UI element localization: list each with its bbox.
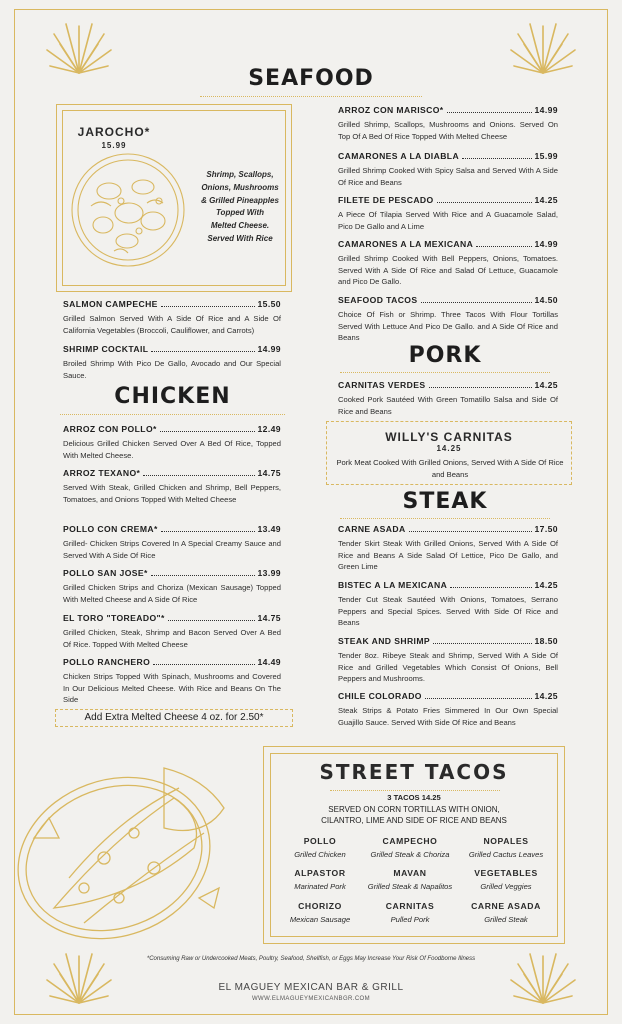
item-name: CAMARONES A LA DIABLA <box>338 151 460 161</box>
menu-item <box>63 568 281 605</box>
item-price: 14.75 <box>257 468 281 478</box>
pork-title: PORK <box>408 343 482 368</box>
street-tacos-served-line: SERVED ON CORN TORTILLAS WITH ONION, <box>328 805 500 814</box>
item-price: 13.99 <box>257 568 281 578</box>
item-name: SALMON CAMPECHE <box>63 299 158 309</box>
taco-option-desc: Mexican Sausage <box>289 915 351 924</box>
jarocho-desc-line: Melted Cheese. <box>210 221 270 231</box>
menu-item <box>338 295 558 344</box>
item-price: 14.49 <box>257 657 281 667</box>
item-price: 14.99 <box>534 105 558 115</box>
item-price: 14.25 <box>534 691 558 701</box>
item-name: SHRIMP COCKTAIL <box>63 344 149 354</box>
divider <box>330 790 500 791</box>
item-name: ARROZ CON POLLO* <box>63 424 157 434</box>
item-description: Tender Skirt Steak With Grilled Onions, Served With A Side Of Rice and Beans A Side Salad Of Lettice, Pico De Gallo, and Green Lime <box>338 539 558 571</box>
item-description: Delicious Grilled Chicken Served Over A Bed Of Rice, Topped With Melted Cheese. <box>63 439 281 460</box>
menu-item <box>63 424 281 461</box>
website-link[interactable]: WWW.ELMAGUEYMEXICANBGR.COM <box>251 996 371 1002</box>
menu-item <box>63 524 281 561</box>
item-description: Grilled Chicken Strips and Choriza (Mexican Sausage) Topped With Melted Cheese and A Side Of Rice <box>63 583 281 604</box>
jarocho-desc-line: Served With Rice <box>207 233 273 243</box>
item-description: Grilled Chicken, Steak, Shrimp and Bacon Served Over A Bed Of Rice. Topped With Melted Cheese <box>63 628 281 649</box>
divider <box>340 372 550 373</box>
item-description: Choice Of Fish or Shrimp. Three Tacos With Flour Tortillas Served With Lettuce And Pico De Gallo. and A Side Of Rice and Beans <box>338 310 558 342</box>
taco-option-name: NOPALES <box>483 836 529 846</box>
item-description: Grilled- Chicken Strips Covered In A Special Creamy Sauce and Served With A Side Of Rice <box>63 539 281 560</box>
seafood-platter-illustration <box>69 151 187 269</box>
menu-item <box>63 344 281 381</box>
menu-item <box>338 580 558 629</box>
item-price: 15.50 <box>257 299 281 309</box>
jarocho-desc-line: Topped With <box>215 208 265 218</box>
agave-icon <box>508 18 578 78</box>
menu-item <box>338 239 558 288</box>
agave-icon <box>44 18 114 78</box>
menu-item <box>338 524 558 573</box>
seafood-title: SEAFOOD <box>248 66 374 91</box>
item-description: Grilled Shrimp Cooked With Spicy Salsa and Served With A Side Of Rice and Beans <box>338 166 558 187</box>
item-description: A Piece Of Tilapia Served With Rice and A Guacamole Salad, Pico De Gallo and A Lime <box>338 210 558 231</box>
menu-item <box>338 636 558 685</box>
willys-carnitas-description: Pork Meat Cooked With Grilled Onions, Served With A Side Of Rice and Beans <box>336 458 564 479</box>
item-description: Grilled Shrimp, Scallops, Mushrooms and Onions. Served On Top Of A Bed Of Rice Topped With Melted Cheese <box>338 120 558 141</box>
taco-option-desc: Grilled Steak & Napalitos <box>367 882 453 891</box>
item-name: CARNITAS VERDES <box>338 380 426 390</box>
willys-carnitas-name: WILLY'S CARNITAS <box>385 430 513 444</box>
item-description: Cooked Pork Sautéed With Green Tomatillo Salsa and Side Of Rice and Beans <box>338 395 558 416</box>
item-price: 18.50 <box>534 636 558 646</box>
taco-option-name: CAMPECHO <box>382 836 438 846</box>
item-name: POLLO CON CREMA* <box>63 524 158 534</box>
taco-option-desc: Grilled Steak <box>484 915 528 924</box>
jarocho-desc-line: & Grilled Pineapples <box>201 195 279 205</box>
item-name: CARNE ASADA <box>338 524 406 534</box>
jarocho-price: 15.99 <box>101 141 127 150</box>
willys-carnitas-price: 14.25 <box>436 444 462 453</box>
item-name: ARROZ CON MARISCO* <box>338 105 444 115</box>
street-tacos-title: STREET TACOS <box>319 760 509 784</box>
taco-option-desc: Grilled Cactus Leaves <box>468 850 544 859</box>
item-name: STEAK AND SHRIMP <box>338 636 431 646</box>
item-price: 14.75 <box>257 613 281 623</box>
item-name: CHILE COLORADO <box>338 691 422 701</box>
item-name: ARROZ TEXANO* <box>63 468 141 478</box>
chicken-title: CHICKEN <box>114 384 231 409</box>
jarocho-feature-box <box>56 104 292 292</box>
item-price: 14.25 <box>534 195 558 205</box>
taco-option-desc: Pulled Pork <box>390 915 430 924</box>
taco-option-name: POLLO <box>303 836 337 846</box>
taco-option-desc: Grilled Steak & Choriza <box>370 850 450 859</box>
food-safety-footnote: *Consuming Raw or Undercooked Meats, Poultry, Seafood, Shellfish, or Eggs May Increase Your Risk Of Foodborne Illness <box>146 956 476 962</box>
item-description: Steak Strips & Potato Fries Simmered In Our Own Special Guajillo Sauce. Served With Side Of Rice and Beans <box>338 706 558 727</box>
item-description: Chicken Strips Topped With Spinach, Mushrooms and Covered In Our Delicious Melted Cheese. With Rice and Beans On The Side <box>63 672 281 704</box>
item-description: Served With Steak, Grilled Chicken and Shrimp, Bell Peppers, Tomatoes, and Onions Topped With Melted Cheese <box>63 483 281 504</box>
item-description: Broiled Shrimp With Pico De Gallo, Avocado and Our Special Sauce. <box>63 359 281 380</box>
street-tacos-price: 3 TACOS 14.25 <box>387 793 441 802</box>
item-name: EL TORO "TOREADO"* <box>63 613 165 623</box>
restaurant-name: EL MAGUEY MEXICAN BAR & GRILL <box>218 982 404 993</box>
menu-item <box>63 613 281 650</box>
item-price: 13.49 <box>257 524 281 534</box>
tacos-illustration <box>14 738 246 950</box>
item-price: 14.99 <box>257 344 281 354</box>
extra-cheese-note: Add Extra Melted Cheese 4 oz. for 2.50* <box>55 709 293 727</box>
menu-item <box>63 468 281 505</box>
item-description: Grilled Shrimp Cooked With Bell Peppers, Onions, Tomatoes. Served With A Side Of Rice and Salad Of Lettuce, Guacamole and Pico De Gallo. <box>338 254 558 286</box>
taco-option-desc: Grilled Veggies <box>480 882 532 891</box>
street-tacos-served-line: CILANTRO, LIME AND SIDE OF RICE AND BEANS <box>321 816 507 825</box>
item-name: CAMARONES A LA MEXICANA <box>338 239 474 249</box>
item-price: 12.49 <box>257 424 281 434</box>
menu-item <box>338 105 558 142</box>
menu-item <box>338 195 558 232</box>
menu-item <box>338 691 558 728</box>
item-price: 14.25 <box>534 580 558 590</box>
item-description: Tender Cut Steak Sautéed With Onions, Tomatoes, Serrano Peppers and Special Spices. Served With Side Of Rice and Beans <box>338 595 558 627</box>
menu-item <box>63 657 281 706</box>
jarocho-desc-line: Onions, Mushrooms <box>201 182 279 192</box>
item-name: SEAFOOD TACOS <box>338 295 418 305</box>
taco-option-name: CARNITAS <box>385 901 435 911</box>
taco-option-desc: Grilled Chicken <box>294 850 346 859</box>
item-price: 14.99 <box>534 239 558 249</box>
item-name: FILETE DE PESCADO <box>338 195 434 205</box>
divider <box>340 518 550 519</box>
item-description: Grilled Salmon Served With A Side Of Rice and A Side Of California Vegetables (Broccoli, Cauliflower, and Carrots) <box>63 314 281 335</box>
steak-title: STEAK <box>402 489 488 514</box>
jarocho-description <box>192 169 288 246</box>
taco-option-name: ALPASTOR <box>294 868 346 878</box>
divider <box>60 414 285 415</box>
item-price: 14.50 <box>534 295 558 305</box>
taco-option-name: CARNE ASADA <box>471 901 541 911</box>
item-price: 17.50 <box>534 524 558 534</box>
item-description: Tender 8oz. Ribeye Steak and Shrimp, Served With A Side Of Rice and Grilled Vegetables Which Consist Of Onions, Bell Peppers and Mushrooms. <box>338 651 558 683</box>
taco-option-desc: Marinated Pork <box>294 882 346 891</box>
menu-item <box>338 151 558 188</box>
taco-option-name: VEGETABLES <box>474 868 538 878</box>
menu-item <box>338 380 558 417</box>
divider <box>200 96 422 97</box>
taco-option-name: CHORIZO <box>298 901 342 911</box>
item-name: BISTEC A LA MEXICANA <box>338 580 448 590</box>
item-price: 15.99 <box>534 151 558 161</box>
menu-item <box>63 299 281 336</box>
taco-option-name: MAVAN <box>393 868 427 878</box>
item-name: POLLO RANCHERO <box>63 657 151 667</box>
item-name: POLLO SAN JOSE* <box>63 568 148 578</box>
item-price: 14.25 <box>534 380 558 390</box>
jarocho-desc-line: Shrimp, Scallops, <box>206 170 274 179</box>
jarocho-name: JAROCHO* <box>77 125 151 139</box>
willys-carnitas-box <box>326 421 572 485</box>
